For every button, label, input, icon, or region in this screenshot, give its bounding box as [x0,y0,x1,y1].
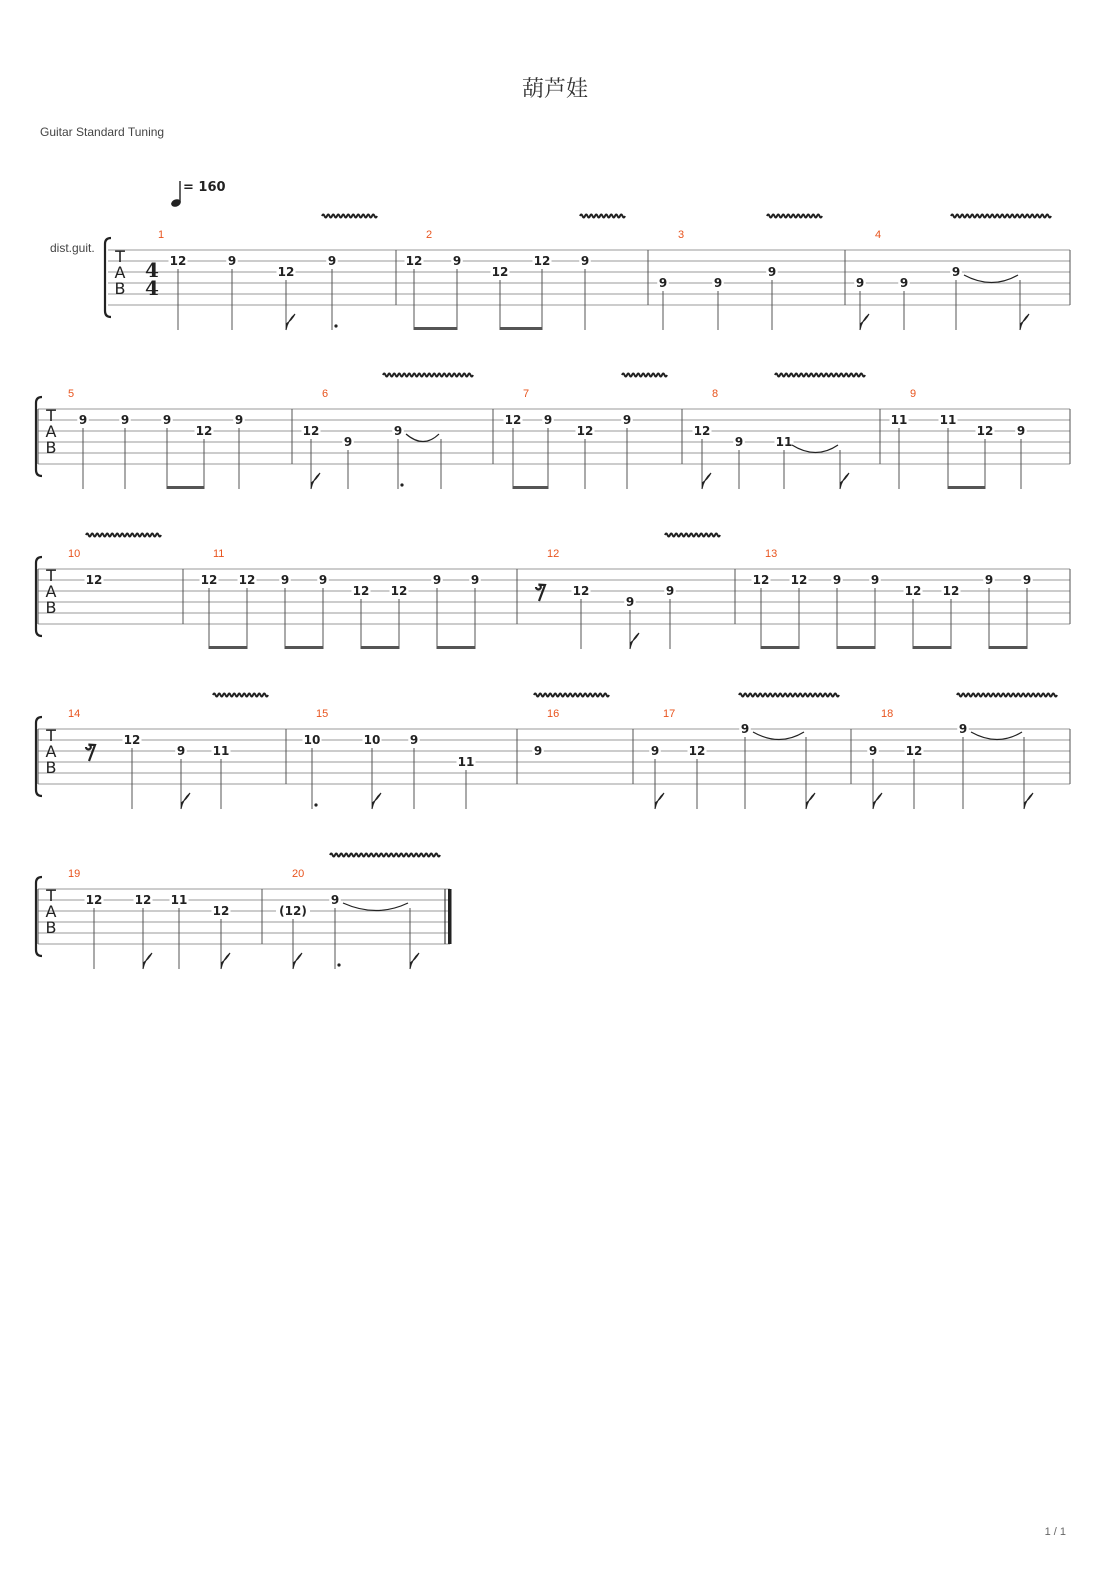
fret-number: 9 [330,893,340,907]
vibrato-mark [580,215,625,218]
tab-clef-letter: T [46,566,56,585]
fret-number: 11 [775,435,793,449]
eighth-flag [655,793,664,809]
staff-system-5 [36,868,452,969]
beam [361,646,399,649]
fret-number: 9 [650,744,660,758]
eighth-flag [1024,793,1033,809]
tie-arc [792,445,838,453]
vibrato-mark [534,694,609,697]
eighth-flag [840,473,849,489]
fret-number: 12 [491,265,509,279]
fret-number: 11 [457,755,475,769]
eighth-flag [221,953,230,969]
tab-clef-letter: B [45,598,57,617]
fret-number: 9 [899,276,909,290]
eighth-flag [293,953,302,969]
fret-number: 12 [390,584,408,598]
vibrato-mark [775,374,865,377]
fret-number: 9 [870,573,880,587]
fret-number: 12 [904,584,922,598]
fret-number: 9 [470,573,480,587]
fret-number: 9 [327,254,337,268]
fret-number: 12 [212,904,230,918]
fret-number: 12 [533,254,551,268]
fret-number: 11 [939,413,957,427]
fret-number: 12 [405,254,423,268]
beam [948,486,985,489]
time-signature-top: 4 [145,258,159,282]
beam [209,646,247,649]
tab-clef-letter: A [45,582,57,601]
eighth-flag [873,793,882,809]
fret-number: 12 [352,584,370,598]
instrument-label: dist.guit. [50,241,95,255]
vibrato-mark [322,215,377,218]
eighth-flag [143,953,152,969]
eighth-rest [536,585,545,601]
fret-number: 9 [409,733,419,747]
fret-number: 9 [78,413,88,427]
beam [414,327,457,330]
fret-number: 9 [958,722,968,736]
fret-number: 10 [363,733,381,747]
fret-number: 12 [976,424,994,438]
fret-number: 9 [868,744,878,758]
fret-number: 12 [752,573,770,587]
staff-system-3 [36,548,1070,649]
fret-number: 9 [622,413,632,427]
fret-number: 12 [942,584,960,598]
fret-number: 9 [227,254,237,268]
vibrato-mark [739,694,839,697]
vibrato-mark [383,374,473,377]
vibrato-mark [86,534,161,537]
page-indicator: 1 / 1 [1044,1526,1066,1538]
fret-number: 9 [120,413,130,427]
fret-number: 12 [504,413,522,427]
eighth-rest [86,745,95,761]
beam [761,646,799,649]
duration-dot [314,803,317,806]
time-signature-bottom: 4 [145,276,159,300]
fret-number: 12 [576,424,594,438]
tie-arc [406,434,439,442]
beam [167,486,204,489]
tab-clef-letter: T [46,886,56,905]
final-bar-thick [448,889,452,944]
eighth-flag [860,314,869,330]
fret-number: 12 [905,744,923,758]
fret-number: 9 [318,573,328,587]
staff-system-2 [36,388,1070,489]
fret-number: 9 [393,424,403,438]
fret-number: 9 [951,265,961,279]
eighth-flag [372,793,381,809]
beam [437,646,475,649]
fret-number: 12 [134,893,152,907]
tab-clef-letter: B [45,758,57,777]
fret-number: 11 [170,893,188,907]
fret-number: 9 [580,254,590,268]
fret-number: 12 [790,573,808,587]
eighth-flag [410,953,419,969]
fret-number: 12 [195,424,213,438]
fret-number: 12 [169,254,187,268]
measure-number: 5 [68,388,75,400]
fret-number: 9 [767,265,777,279]
measure-number: 18 [881,708,894,720]
vibrato-mark [957,694,1057,697]
fret-number: 9 [176,744,186,758]
fret-number: 9 [452,254,462,268]
eighth-flag [286,314,295,330]
measure-number: 8 [712,388,719,400]
duration-dot [337,963,340,966]
duration-dot [400,483,403,486]
vibrato-mark [767,215,822,218]
measure-number: 16 [547,708,560,720]
tab-clef-letter: A [45,742,57,761]
measure-number: 20 [292,868,305,880]
vibrato-mark [213,694,268,697]
fret-number: 9 [1022,573,1032,587]
fret-number: 9 [984,573,994,587]
tab-clef-letter: T [46,726,56,745]
tab-clef-letter: B [114,279,126,298]
measure-number: 11 [213,548,225,560]
measure-number: 10 [68,548,81,560]
tab-clef-letter: A [45,422,57,441]
fret-number: 9 [343,435,353,449]
score-title: 葫芦娃 [521,77,588,102]
fret-number: 9 [533,744,543,758]
fret-number: 12 [277,265,295,279]
fret-number: 9 [832,573,842,587]
fret-number: 9 [713,276,723,290]
beam [513,486,548,489]
tie-arc [343,903,408,911]
fret-number: 11 [212,744,230,758]
tuning-label: Guitar Standard Tuning [40,125,165,139]
vibrato-mark [330,854,440,857]
fret-number: 9 [740,722,750,736]
eighth-flag [181,793,190,809]
staff-system-4 [36,708,1070,809]
eighth-flag [1020,314,1029,330]
fret-number: 12 [688,744,706,758]
fret-number: 9 [625,595,635,609]
tab-clef-letter: B [45,918,57,937]
measure-number: 1 [158,229,165,241]
measure-number: 4 [875,229,882,241]
fret-number: 12 [572,584,590,598]
fret-number: 9 [734,435,744,449]
eighth-flag [702,473,711,489]
fret-number: 12 [302,424,320,438]
staff-system-1 [105,229,1070,330]
beam [989,646,1027,649]
fret-number: 11 [890,413,908,427]
tempo-value: = 160 [183,180,226,195]
eighth-flag [311,473,320,489]
beam [913,646,951,649]
fret-number: 9 [1016,424,1026,438]
fret-number: 12 [85,573,103,587]
duration-dot [334,324,337,327]
measure-number: 14 [68,708,81,720]
measure-number: 2 [426,229,433,241]
measure-number: 9 [910,388,917,400]
measure-number: 6 [322,388,329,400]
fret-number: (12) [279,904,307,918]
tie-arc [964,275,1018,283]
fret-number: 9 [234,413,244,427]
measure-number: 7 [523,388,530,400]
fret-number: 9 [543,413,553,427]
tie-arc [971,732,1022,740]
fret-number: 12 [200,573,218,587]
fret-number: 12 [85,893,103,907]
measure-number: 19 [68,868,81,880]
eighth-flag [806,793,815,809]
measure-number: 17 [663,708,676,720]
fret-number: 10 [303,733,321,747]
fret-number: 12 [693,424,711,438]
fret-number: 12 [123,733,141,747]
tab-clef-letter: A [45,902,57,921]
tab-clef-letter: A [114,263,126,282]
measure-number: 3 [678,229,685,241]
tab-clef-letter: T [46,406,56,425]
fret-number: 9 [665,584,675,598]
fret-number: 9 [280,573,290,587]
beam [500,327,542,330]
fret-number: 9 [855,276,865,290]
beam [837,646,875,649]
fret-number: 9 [432,573,442,587]
measure-number: 13 [765,548,778,560]
measure-number: 15 [316,708,329,720]
tab-clef-letter: T [115,247,125,266]
fret-number: 12 [238,573,256,587]
vibrato-mark [951,215,1051,218]
vibrato-mark [665,534,720,537]
beam [285,646,323,649]
tie-arc [753,732,804,740]
eighth-flag [630,633,639,649]
fret-number: 9 [162,413,172,427]
tab-clef-letter: B [45,438,57,457]
vibrato-mark [622,374,667,377]
fret-number: 9 [658,276,668,290]
measure-number: 12 [547,548,560,560]
